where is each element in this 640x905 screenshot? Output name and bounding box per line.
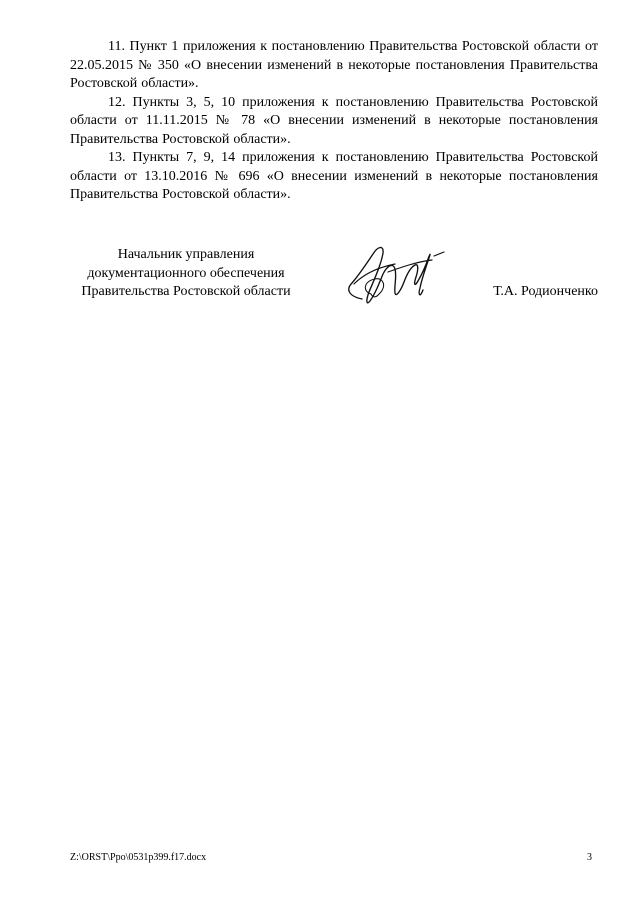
- signature-block: [60, 244, 598, 324]
- position-line: Правительства Ростовской области: [81, 284, 291, 299]
- document-item-12: 12. Пункты 3, 5, 10 приложения к постановлению Правительства Ростовской области от 11.11.2015 № 78 «О внесении изменений в некоторые постановления Правительства Ростовской области».: [70, 94, 598, 147]
- signatory-position: [68, 246, 304, 302]
- document-item-11: 11. Пункт 1 приложения к постановлению Правительства Ростовской области от 22.05.2015 № 350 «О внесении изменений в некоторые постановления Правительства Ростовской области».: [70, 39, 598, 91]
- position-line: документационного обеспечения: [87, 265, 285, 281]
- handwritten-signature: [340, 236, 450, 318]
- signature-stroke: [349, 247, 430, 302]
- document-item-13: 13. Пункты 7, 9, 14 приложения к постановлению Правительства Ростовской области от 13.10.2016 № 696 «О внесении изменений в некоторые постановления Правительства Ростовской области».: [70, 150, 598, 202]
- position-line: Начальник управления: [117, 247, 255, 262]
- page-number: 3: [587, 852, 592, 863]
- document-items: [70, 38, 598, 205]
- signer-name: Т.А. Родионченко: [493, 284, 598, 299]
- signature-flourish: [354, 252, 444, 284]
- footer-file-path: Z:\ORST\Ppo\0531p399.f17.docx: [70, 852, 207, 863]
